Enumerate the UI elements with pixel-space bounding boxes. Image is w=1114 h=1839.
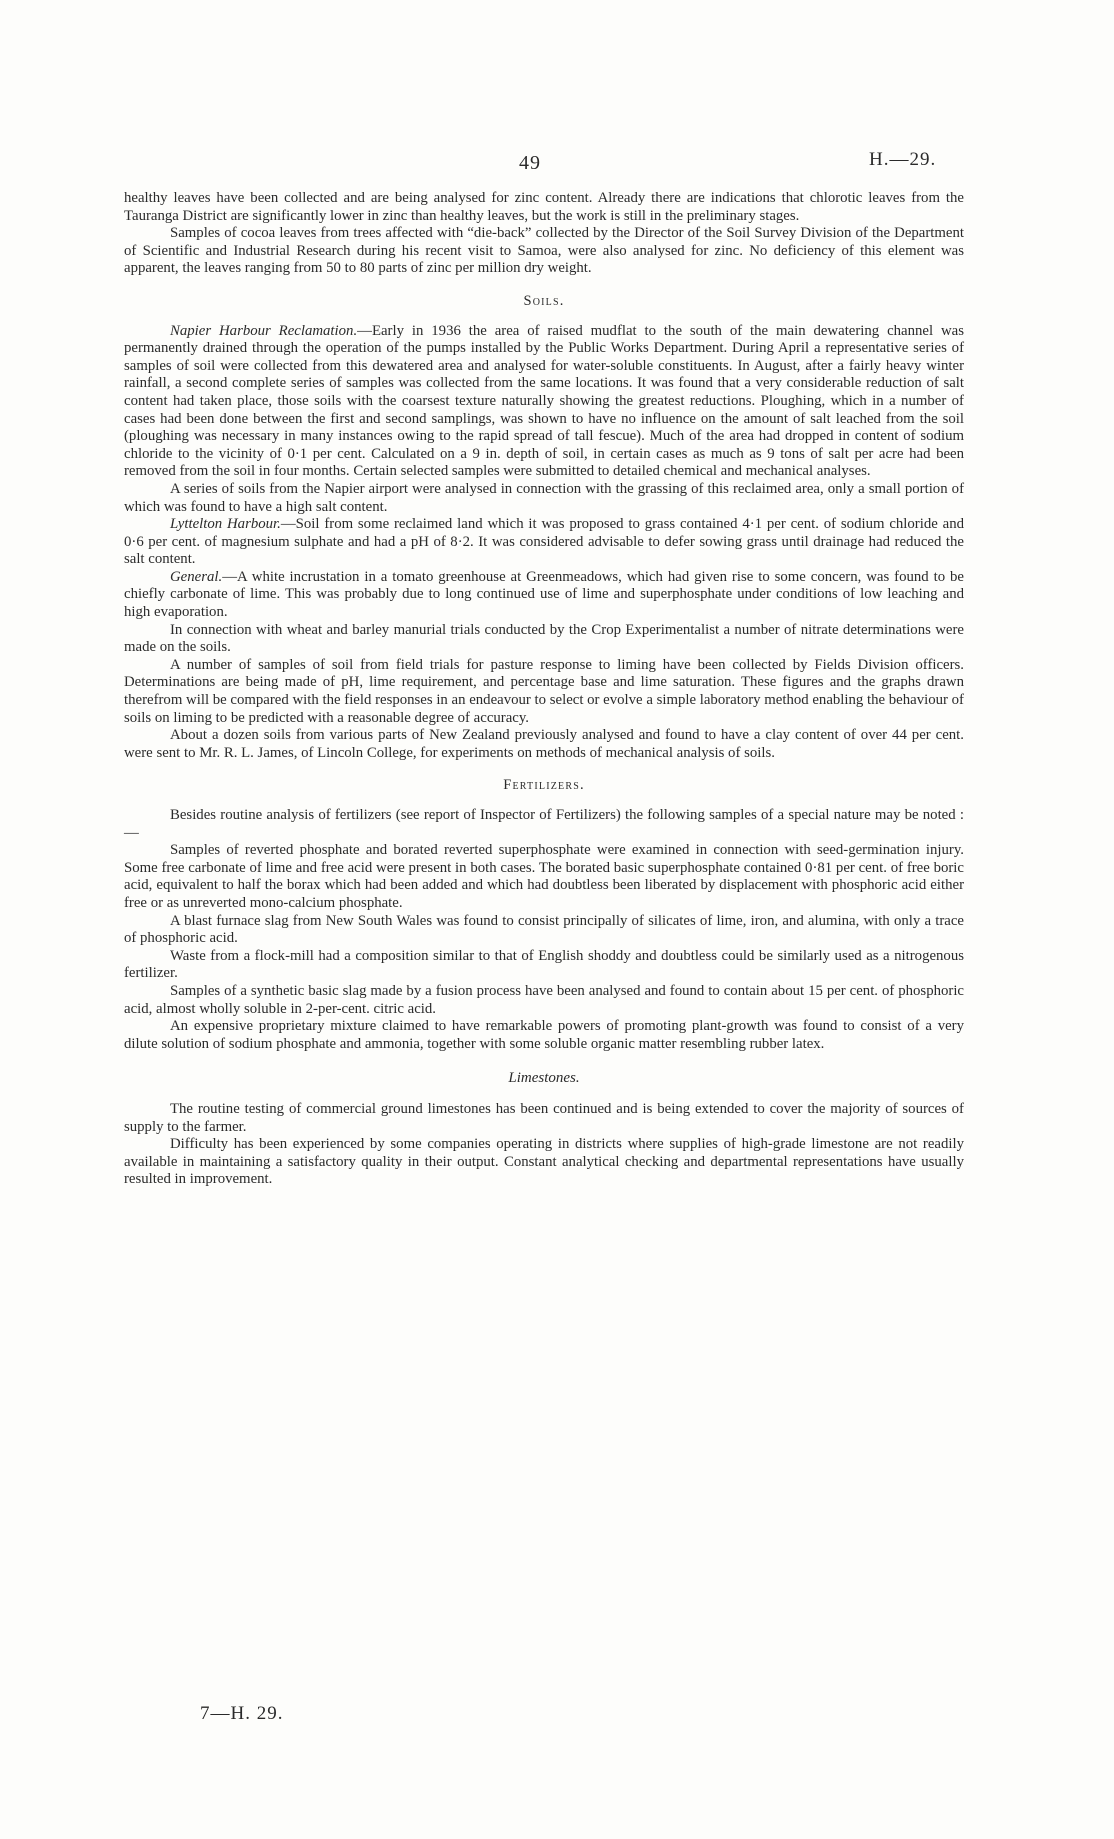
basic-slag-paragraph: Samples of a synthetic basic slag made by a fusion process have been analysed and found to contain about 15 per cent. of phosphoric acid, almost wholly soluble in 2-per-cent. citric acid. xyxy=(124,982,964,1017)
napier-text: —Early in 1936 the area of raised mudflat to the south of the main dewatering channel was permanently drained through the operation of the pumps installed by the Public Works Department. During April a representative series of samples of soil were collected from this dewatered area and analysed for water-soluble constituents. In August, after a fairly heavy winter rainfall, a second complete series of samples was collected from the same locations. It was found that a very considerable reduction of salt content had taken place, those soils with the coarsest texture naturally showing the greatest reductions. Ploughing, which in a number of cases had been done between the first and second samplings, was shown to have no influence on the amount of salt leached from the soil (ploughing was necessary in many instances owing to the rapid spread of tall fescue). Much of the area had dropped in content of sodium chloride to the vicinity of 0·1 per cent. Calculated on a 9 in. depth of soil, in certain cases as much as 9 tons of salt per acre had been removed from the soil in four months. Certain selected samples were submitted to detailed chemical and mechanical analyses. xyxy=(124,322,964,480)
limestones-heading: Limestones. xyxy=(508,1070,580,1087)
document-reference: H.—29. xyxy=(869,149,937,170)
intro-paragraph-1: healthy leaves have been collected and are being analysed for zinc content. Already there are indications that chlorotic leaves from the Tauranga District are significantly lower in zinc than healthy leaves, but the work is still in the preliminary stages. xyxy=(124,190,964,224)
lyttelton-title: Lyttelton Harbour. xyxy=(170,516,281,533)
clay-paragraph: About a dozen soils from various parts of New Zealand previously analysed and found to have a clay content of over 44 per cent. were sent to Mr. R. L. James, of Lincoln College, for experiments on methods of mechanical analysis of soils. xyxy=(124,727,964,761)
body-text xyxy=(124,190,964,1189)
difficulty-paragraph: Difficulty has been experienced by some companies operating in districts where supplies of high-grade limestone are not readily available in maintaining a satisfactory quality in their output. Constant analytical checking and departmental representations have usually resulted in improvement. xyxy=(124,1136,964,1188)
liming-paragraph: A number of samples of soil from field trials for pasture response to liming have been collected by Fields Division officers. Determinations are being made of pH, lime requirement, and percentage base and lime saturation. These figures and the graphs drawn therefrom will be compared with the field responses in an endeavour to select or evolve a simple laboratory method enabling the behaviour of soils on liming to be predicted with a reasonable degree of accuracy. xyxy=(124,656,964,726)
napier-paragraph xyxy=(124,323,964,481)
fertilizers-heading: Fertilizers. xyxy=(503,777,585,794)
proprietary-mixture-paragraph: An expensive proprietary mixture claimed to have remarkable powers of promoting plant-growth was found to consist of a very dilute solution of sodium phosphate and ammonia, together with some soluble organic matter resembling rubber latex. xyxy=(124,1018,964,1052)
flock-mill-paragraph: Waste from a flock-mill had a composition similar to that of English shoddy and doubtless could be similarly used as a nitrogenous fertilizer. xyxy=(124,947,964,982)
routine-testing-paragraph: The routine testing of commercial ground limestones has been continued and is being extended to cover the majority of sources of supply to the farmer. xyxy=(124,1100,964,1135)
reverted-phosphate-paragraph: Samples of reverted phosphate and borated reverted superphosphate were examined in connection with seed-germination injury. Some free carbonate of lime and free acid were present in both cases. The borated basic superphosphate contained 0·81 per cent. of free boric acid, equivalent to half the borax which had been added and which had doubtless been liberated by displacement with phosphoric acid either free or as unreverted mono-calcium phosphate. xyxy=(124,842,964,911)
footer-reference: 7—H. 29. xyxy=(200,1703,284,1724)
wheat-paragraph: In connection with wheat and barley manurial trials conducted by the Crop Experimentalist a number of nitrate determinations were made on the soils. xyxy=(124,621,964,656)
soils-heading: Soils. xyxy=(523,292,565,309)
page-number: 49 xyxy=(519,152,541,174)
general-paragraph xyxy=(124,569,964,622)
fertilizers-intro-paragraph: Besides routine analysis of fertilizers (see report of Inspector of Fertilizers) the following samples of a special nature may be noted :— xyxy=(124,807,964,841)
lyttelton-paragraph xyxy=(124,516,964,569)
general-title: General. xyxy=(170,568,223,585)
lyttelton-text: —Soil from some reclaimed land which it was proposed to grass contained 4·1 per cent. of sodium chloride and 0·6 per cent. of magnesium sulphate and had a pH of 8·2. It was considered advisable to defer sowing grass until drainage had reduced the salt content. xyxy=(124,516,964,568)
general-text: —A white incrustation in a tomato greenhouse at Greenmeadows, which had given rise to some concern, was found to be chiefly carbonate of lime. This was probably due to long continued use of lime and superphosphate under conditions of low leaching and high evaporation. xyxy=(124,568,964,621)
blast-furnace-paragraph: A blast furnace slag from New South Wales was found to consist principally of silicates of lime, iron, and alumina, with only a trace of phosphoric acid. xyxy=(124,912,964,947)
airport-paragraph: A series of soils from the Napier airport were analysed in connection with the grassing of this reclaimed area, only a small portion of which was found to have a high salt content. xyxy=(124,480,964,515)
napier-title: Napier Harbour Reclamation. xyxy=(170,322,358,339)
intro-paragraph-2: Samples of cocoa leaves from trees affected with “die-back” collected by the Director of the Soil Survey Division of the Department of Scientific and Industrial Research during his recent visit to Samoa, were also analysed for zinc. No deficiency of this element was apparent, the leaves ranging from 50 to 80 parts of zinc per million dry weight. xyxy=(124,225,964,277)
